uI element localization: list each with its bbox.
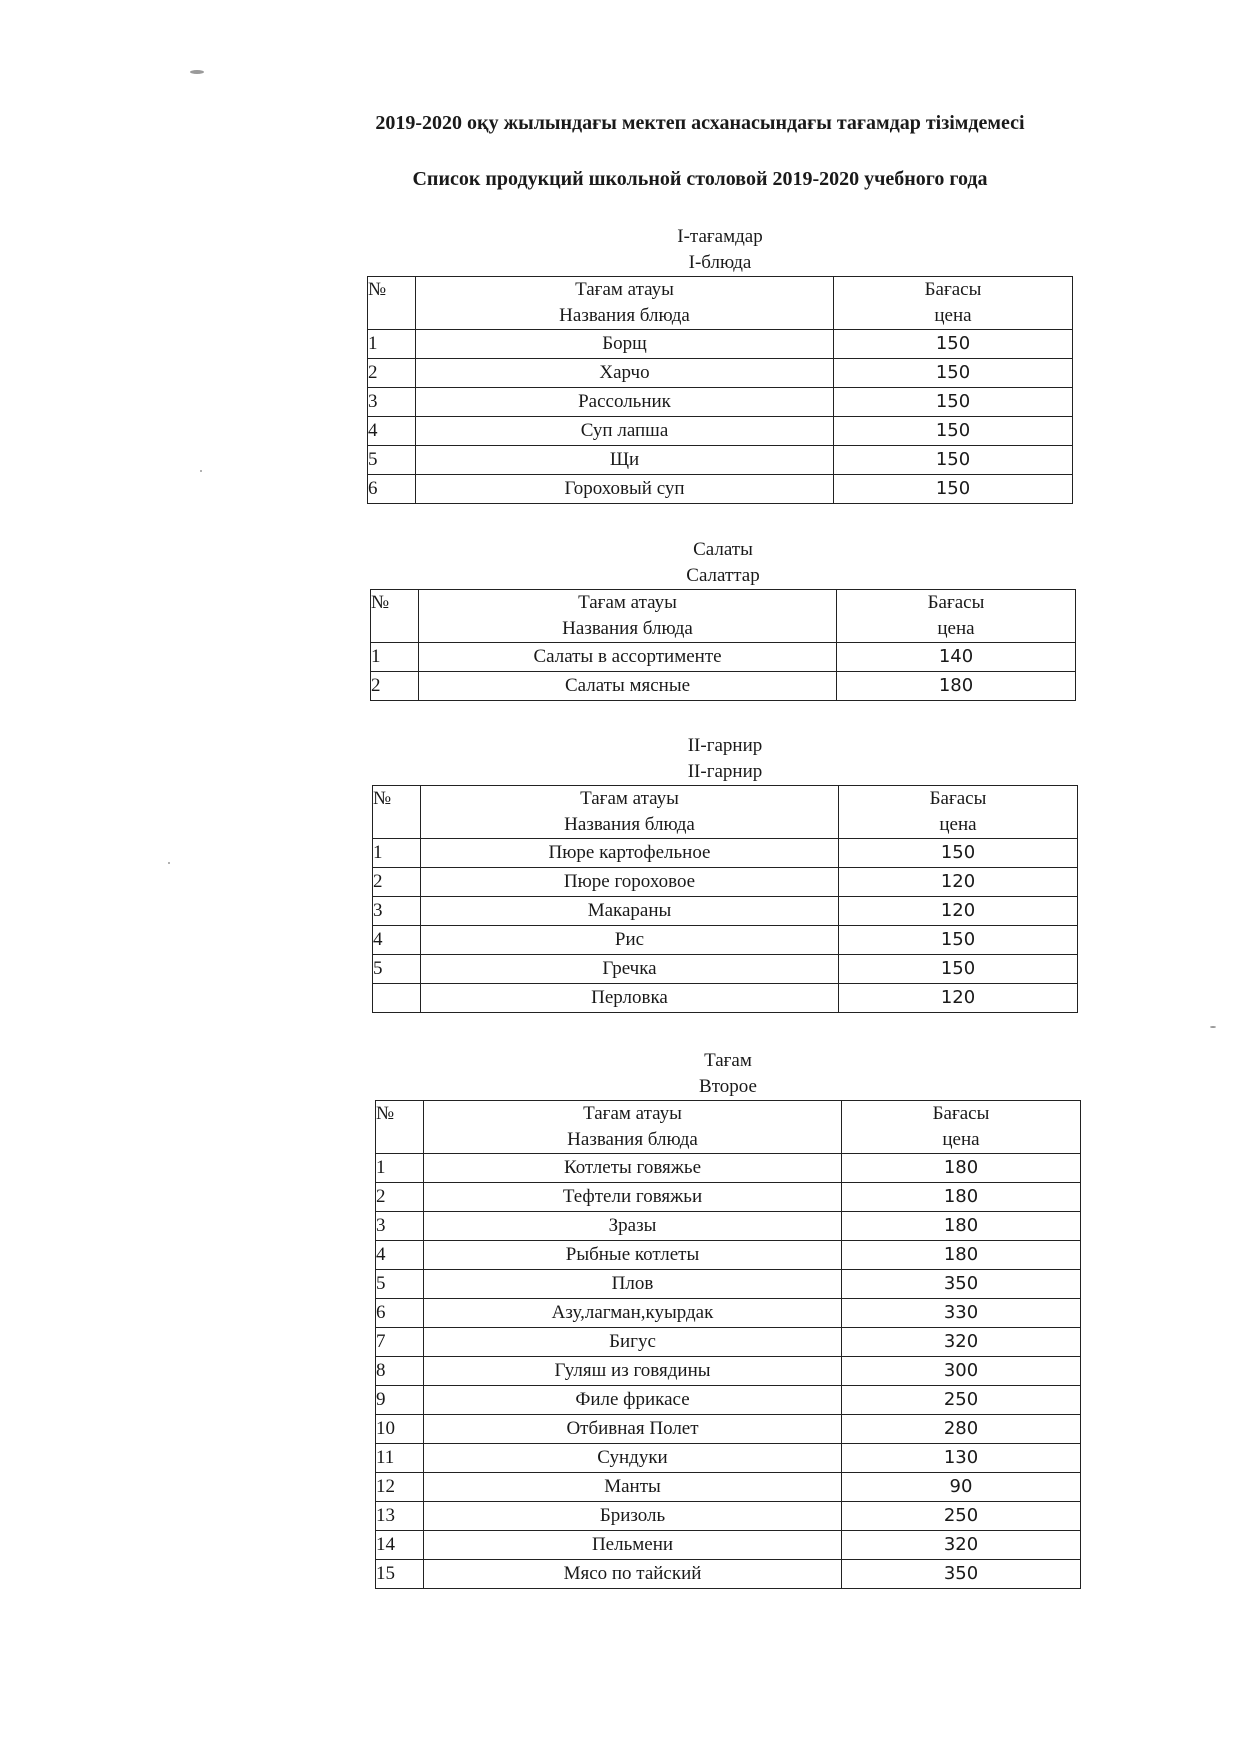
row-num: 1 — [376, 1154, 424, 1183]
row-price: 150 — [834, 475, 1073, 504]
header-name-kz: Тағам атауы — [583, 1103, 682, 1124]
row-dish-name: Филе фрикасе — [424, 1386, 842, 1415]
row-dish-name: Пюре картофельное — [421, 839, 839, 868]
section-heading-ru: I-блюда — [688, 252, 752, 273]
table-row — [368, 417, 1073, 446]
row-num — [373, 984, 421, 1013]
scan-speck — [190, 70, 204, 74]
row-price: 90 — [842, 1473, 1081, 1502]
section-heading-kz: I-тағамдар — [677, 226, 763, 247]
table-row — [376, 1299, 1081, 1328]
row-price: 180 — [842, 1154, 1081, 1183]
row-price: 320 — [842, 1531, 1081, 1560]
row-price: 180 — [842, 1183, 1081, 1212]
header-name-kz: Тағам атауы — [578, 592, 677, 613]
header-price-ru: цена — [942, 1129, 980, 1150]
header-name-ru: Названия блюда — [564, 814, 695, 835]
row-num: 1 — [373, 839, 421, 868]
table-row — [376, 1183, 1081, 1212]
row-dish-name: Бризоль — [424, 1502, 842, 1531]
header-price-kz: Бағасы — [932, 1103, 990, 1124]
table-row — [373, 955, 1078, 984]
row-dish-name: Котлеты говяжье — [424, 1154, 842, 1183]
row-num: 7 — [376, 1328, 424, 1357]
row-price: 350 — [842, 1560, 1081, 1589]
row-price: 150 — [834, 417, 1073, 446]
row-price: 150 — [834, 359, 1073, 388]
menu-table — [370, 589, 1076, 701]
row-price: 180 — [837, 672, 1076, 701]
header-num: № — [368, 277, 416, 330]
row-price: 320 — [842, 1328, 1081, 1357]
row-dish-name: Манты — [424, 1473, 842, 1502]
row-dish-name: Зразы — [424, 1212, 842, 1241]
table-row — [376, 1473, 1081, 1502]
header-name — [421, 786, 839, 839]
row-num: 13 — [376, 1502, 424, 1531]
row-num: 5 — [376, 1270, 424, 1299]
table-row — [373, 984, 1078, 1013]
row-dish-name: Гречка — [421, 955, 839, 984]
section-salads — [370, 537, 1076, 701]
table-row — [376, 1560, 1081, 1589]
table-row — [368, 359, 1073, 388]
header-price — [837, 590, 1076, 643]
row-num: 1 — [368, 330, 416, 359]
table-row — [373, 897, 1078, 926]
header-name-kz: Тағам атауы — [580, 788, 679, 809]
row-price: 280 — [842, 1415, 1081, 1444]
row-num: 14 — [376, 1531, 424, 1560]
header-price — [834, 277, 1073, 330]
row-num: 2 — [371, 672, 419, 701]
table-row — [373, 868, 1078, 897]
table-header-row — [371, 590, 1076, 643]
row-num: 6 — [368, 475, 416, 504]
row-dish-name: Плов — [424, 1270, 842, 1299]
header-name-kz: Тағам атауы — [575, 279, 674, 300]
table-row — [376, 1531, 1081, 1560]
section-heading-kz: Салаттар — [686, 565, 760, 586]
row-num: 2 — [368, 359, 416, 388]
section-heading-ru: Салаты — [693, 539, 753, 560]
table-header-row — [373, 786, 1078, 839]
row-dish-name: Салаты в ассортименте — [419, 643, 837, 672]
table-header-row — [376, 1101, 1081, 1154]
row-price: 150 — [834, 446, 1073, 475]
row-dish-name: Тефтели говяжьи — [424, 1183, 842, 1212]
row-price: 150 — [834, 388, 1073, 417]
table-row — [368, 388, 1073, 417]
header-name — [424, 1101, 842, 1154]
table-row — [376, 1415, 1081, 1444]
row-num: 8 — [376, 1357, 424, 1386]
section-heading-kz: Тағам — [704, 1050, 752, 1071]
row-dish-name: Пюре гороховое — [421, 868, 839, 897]
row-num: 2 — [376, 1183, 424, 1212]
header-num: № — [373, 786, 421, 839]
row-dish-name: Рис — [421, 926, 839, 955]
header-name-ru: Названия блюда — [559, 305, 690, 326]
row-price: 130 — [842, 1444, 1081, 1473]
row-price: 150 — [834, 330, 1073, 359]
row-num: 2 — [373, 868, 421, 897]
table-row — [368, 475, 1073, 504]
row-price: 180 — [842, 1241, 1081, 1270]
row-dish-name: Гуляш из говядины — [424, 1357, 842, 1386]
row-price: 330 — [842, 1299, 1081, 1328]
row-num: 9 — [376, 1386, 424, 1415]
row-num: 3 — [376, 1212, 424, 1241]
header-price-ru: цена — [934, 305, 972, 326]
row-num: 15 — [376, 1560, 424, 1589]
row-price: 120 — [839, 897, 1078, 926]
header-name-ru: Названия блюда — [562, 618, 693, 639]
row-price: 140 — [837, 643, 1076, 672]
row-num: 1 — [371, 643, 419, 672]
row-num: 6 — [376, 1299, 424, 1328]
header-price-kz: Бағасы — [927, 592, 985, 613]
row-price: 300 — [842, 1357, 1081, 1386]
row-num: 12 — [376, 1473, 424, 1502]
section-heading-ru: Второе — [699, 1076, 757, 1097]
document-title-kz: 2019-2020 оқу жылындағы мектеп асханасындағы тағамдар тізімдемесі — [375, 112, 1025, 134]
row-num: 5 — [373, 955, 421, 984]
section-heading-kz: II-гарнир — [687, 735, 763, 756]
header-price-ru: цена — [939, 814, 977, 835]
menu-table — [367, 276, 1073, 504]
header-price — [842, 1101, 1081, 1154]
row-dish-name: Харчо — [416, 359, 834, 388]
row-num: 3 — [368, 388, 416, 417]
row-dish-name: Перловка — [421, 984, 839, 1013]
menu-table — [372, 785, 1078, 1013]
row-num: 4 — [368, 417, 416, 446]
row-dish-name: Мясо по тайский — [424, 1560, 842, 1589]
table-row — [376, 1154, 1081, 1183]
table-row — [376, 1212, 1081, 1241]
row-dish-name: Пельмени — [424, 1531, 842, 1560]
row-price: 250 — [842, 1386, 1081, 1415]
row-dish-name: Суп лапша — [416, 417, 834, 446]
header-price-kz: Бағасы — [929, 788, 987, 809]
row-num: 4 — [373, 926, 421, 955]
row-price: 180 — [842, 1212, 1081, 1241]
row-dish-name: Рассольник — [416, 388, 834, 417]
row-dish-name: Щи — [416, 446, 834, 475]
row-price: 150 — [839, 839, 1078, 868]
section-first-courses — [367, 224, 1073, 504]
row-price: 150 — [839, 926, 1078, 955]
row-price: 120 — [839, 868, 1078, 897]
row-price: 120 — [839, 984, 1078, 1013]
table-row — [376, 1502, 1081, 1531]
row-dish-name: Отбивная Полет — [424, 1415, 842, 1444]
table-row — [368, 446, 1073, 475]
section-heading-ru: II-гарнир — [687, 761, 763, 782]
row-price: 350 — [842, 1270, 1081, 1299]
table-row — [376, 1444, 1081, 1473]
row-dish-name: Гороховый суп — [416, 475, 834, 504]
row-dish-name: Борщ — [416, 330, 834, 359]
row-price: 150 — [839, 955, 1078, 984]
header-name — [419, 590, 837, 643]
table-row — [371, 672, 1076, 701]
row-dish-name: Салаты мясные — [419, 672, 837, 701]
header-price-ru: цена — [937, 618, 975, 639]
table-row — [373, 926, 1078, 955]
row-dish-name: Бигус — [424, 1328, 842, 1357]
row-dish-name: Сундуки — [424, 1444, 842, 1473]
row-num: 4 — [376, 1241, 424, 1270]
table-row — [376, 1270, 1081, 1299]
table-row — [376, 1357, 1081, 1386]
row-num: 3 — [373, 897, 421, 926]
header-num: № — [371, 590, 419, 643]
row-dish-name: Рыбные котлеты — [424, 1241, 842, 1270]
table-header-row — [368, 277, 1073, 330]
scan-speck — [200, 470, 202, 472]
header-name — [416, 277, 834, 330]
row-num: 5 — [368, 446, 416, 475]
table-row — [373, 839, 1078, 868]
header-price — [839, 786, 1078, 839]
row-price: 250 — [842, 1502, 1081, 1531]
document-title-ru: Список продукций школьной столовой 2019-2020 учебного года — [412, 168, 988, 190]
table-row — [376, 1386, 1081, 1415]
scan-speck — [168, 862, 170, 864]
header-price-kz: Бағасы — [924, 279, 982, 300]
table-row — [376, 1241, 1081, 1270]
table-row — [368, 330, 1073, 359]
header-name-ru: Названия блюда — [567, 1129, 698, 1150]
row-num: 11 — [376, 1444, 424, 1473]
menu-table — [375, 1100, 1081, 1589]
row-num: 10 — [376, 1415, 424, 1444]
row-dish-name: Азу,лагман,куырдак — [424, 1299, 842, 1328]
table-row — [376, 1328, 1081, 1357]
scan-speck — [1210, 1026, 1216, 1028]
table-row — [371, 643, 1076, 672]
section-side-dishes — [372, 733, 1078, 1013]
row-dish-name: Макараны — [421, 897, 839, 926]
header-num: № — [376, 1101, 424, 1154]
section-main-courses — [375, 1048, 1081, 1589]
